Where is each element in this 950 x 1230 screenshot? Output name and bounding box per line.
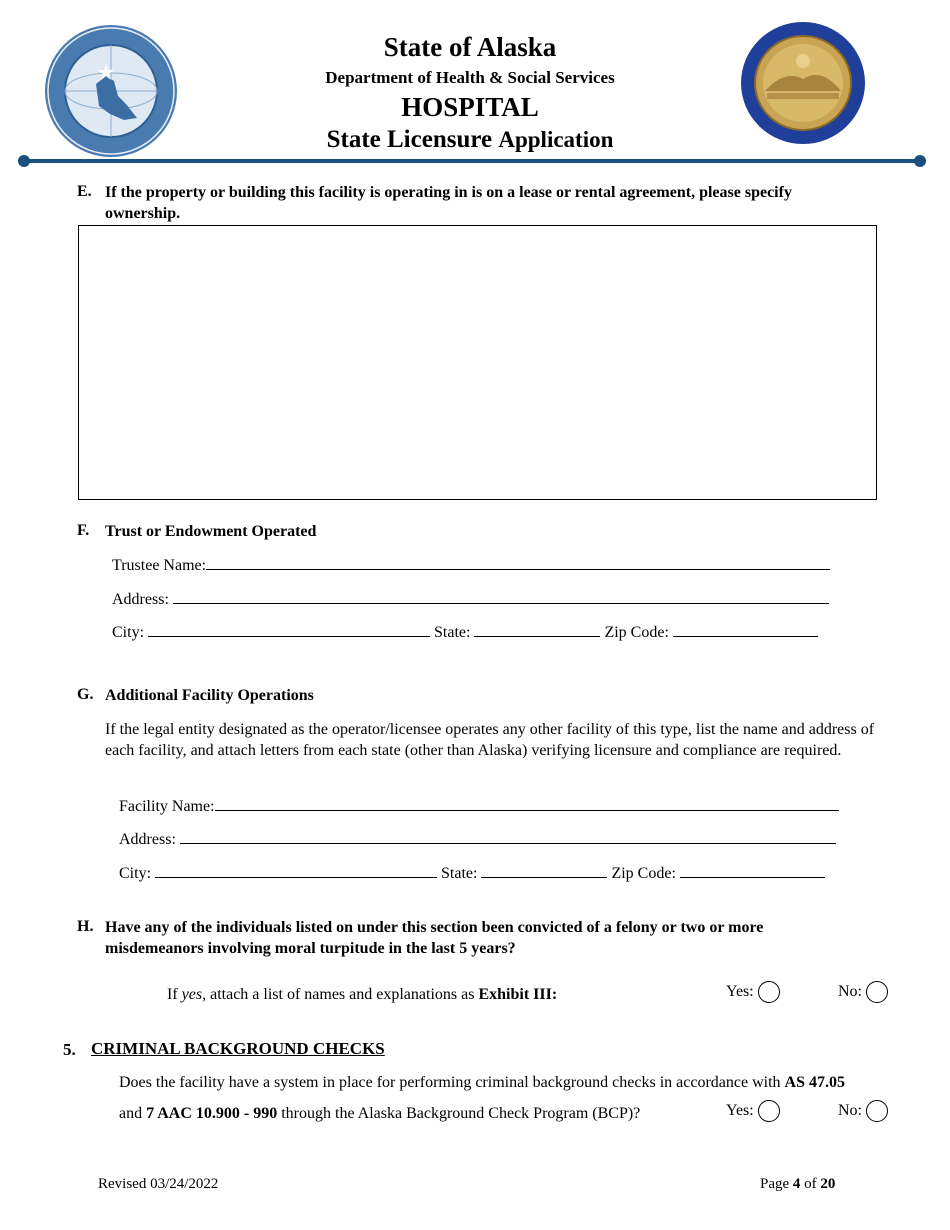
felony-yes-radio[interactable] (758, 981, 780, 1003)
trust-address-label: Address: (112, 591, 169, 608)
trust-zip-field[interactable] (673, 622, 818, 637)
trust-city-row (112, 622, 818, 643)
bcp-yes-radio[interactable] (758, 1100, 780, 1122)
section-g-body: If the legal entity designated as the operator/licensee operates any other facility of this type, list the name and address of each facility, and attach letters from each state (other than Alaska) verifying licensure and compliance are required. (105, 721, 875, 759)
bcp-yes-label: Yes: (726, 1102, 754, 1119)
bcp-no-label: No: (838, 1102, 862, 1119)
facility-state-label: State: (441, 865, 478, 882)
trust-state-label: State: (434, 624, 471, 641)
trust-city-field[interactable] (148, 622, 430, 637)
section-5-line1: Does the facility have a system in place for performing criminal background checks in accordance with AS 47.05 (119, 1074, 845, 1091)
section-5-number: 5. (63, 1040, 76, 1059)
trust-city-label: City: (112, 624, 145, 641)
section-5-line2: and 7 AAC 10.900 - 990 through the Alaska Background Check Program (BCP)? (119, 1105, 641, 1122)
trust-address-row (112, 589, 829, 610)
bcp-no-option (838, 1100, 888, 1122)
facility-type: HOSPITAL (401, 92, 539, 122)
form-name (0, 126, 940, 154)
facility-address-field[interactable] (180, 829, 836, 844)
section-g-letter: G. (77, 686, 94, 703)
form-name-a: State Licensure (326, 126, 493, 153)
trustee-name-label: Trustee Name: (112, 557, 207, 574)
form-name-b: Application (498, 127, 614, 152)
felony-yes-option (726, 981, 780, 1003)
felony-no-radio[interactable] (866, 981, 888, 1003)
facility-zip-field[interactable] (680, 863, 825, 878)
bcp-no-radio[interactable] (866, 1100, 888, 1122)
facility-city-field[interactable] (155, 863, 437, 878)
header-divider-dot-left (18, 155, 30, 167)
page-title: State of Alaska (383, 32, 557, 62)
trustee-name-field[interactable] (206, 555, 830, 570)
trustee-name-row (112, 555, 830, 576)
facility-city-row (119, 863, 825, 884)
facility-name-field[interactable] (215, 796, 839, 811)
section-f-letter: F. (77, 522, 90, 539)
section-e-question: If the property or building this facility is operating in is on a lease or rental agreement, please specify ownership. (105, 184, 792, 222)
trust-address-field[interactable] (173, 589, 829, 604)
section-h-instruction: If yes, attach a list of names and explanations as Exhibit III: (167, 986, 558, 1003)
facility-state-field[interactable] (481, 863, 607, 878)
felony-no-label: No: (838, 983, 862, 1000)
facility-zip-label: Zip Code: (611, 865, 676, 882)
ownership-textarea[interactable] (78, 225, 877, 500)
facility-city-label: City: (119, 865, 152, 882)
revision-date: Revised 03/24/2022 (98, 1176, 219, 1192)
section-5-title: CRIMINAL BACKGROUND CHECKS (91, 1039, 385, 1058)
felony-no-option (838, 981, 888, 1003)
facility-address-row (119, 829, 836, 850)
facility-name-label: Facility Name: (119, 798, 215, 815)
felony-yes-label: Yes: (726, 983, 754, 1000)
section-h-letter: H. (77, 918, 94, 935)
page-number: Page 4 of 20 (760, 1176, 836, 1192)
section-e-letter: E. (77, 183, 92, 200)
trust-zip-label: Zip Code: (604, 624, 669, 641)
facility-name-row (119, 796, 839, 817)
header-divider (22, 159, 922, 163)
department-name: Department of Health & Social Services (325, 68, 615, 87)
facility-address-label: Address: (119, 831, 176, 848)
trust-state-field[interactable] (474, 622, 600, 637)
section-f-title: Trust or Endowment Operated (105, 523, 317, 540)
section-h-question: Have any of the individuals listed on under this section been convicted of a felony or two or more misdemeanors involving moral turpitude in the last 5 years? (105, 919, 764, 957)
header-divider-dot-right (914, 155, 926, 167)
section-g-title: Additional Facility Operations (105, 687, 314, 704)
bcp-yes-option (726, 1100, 780, 1122)
